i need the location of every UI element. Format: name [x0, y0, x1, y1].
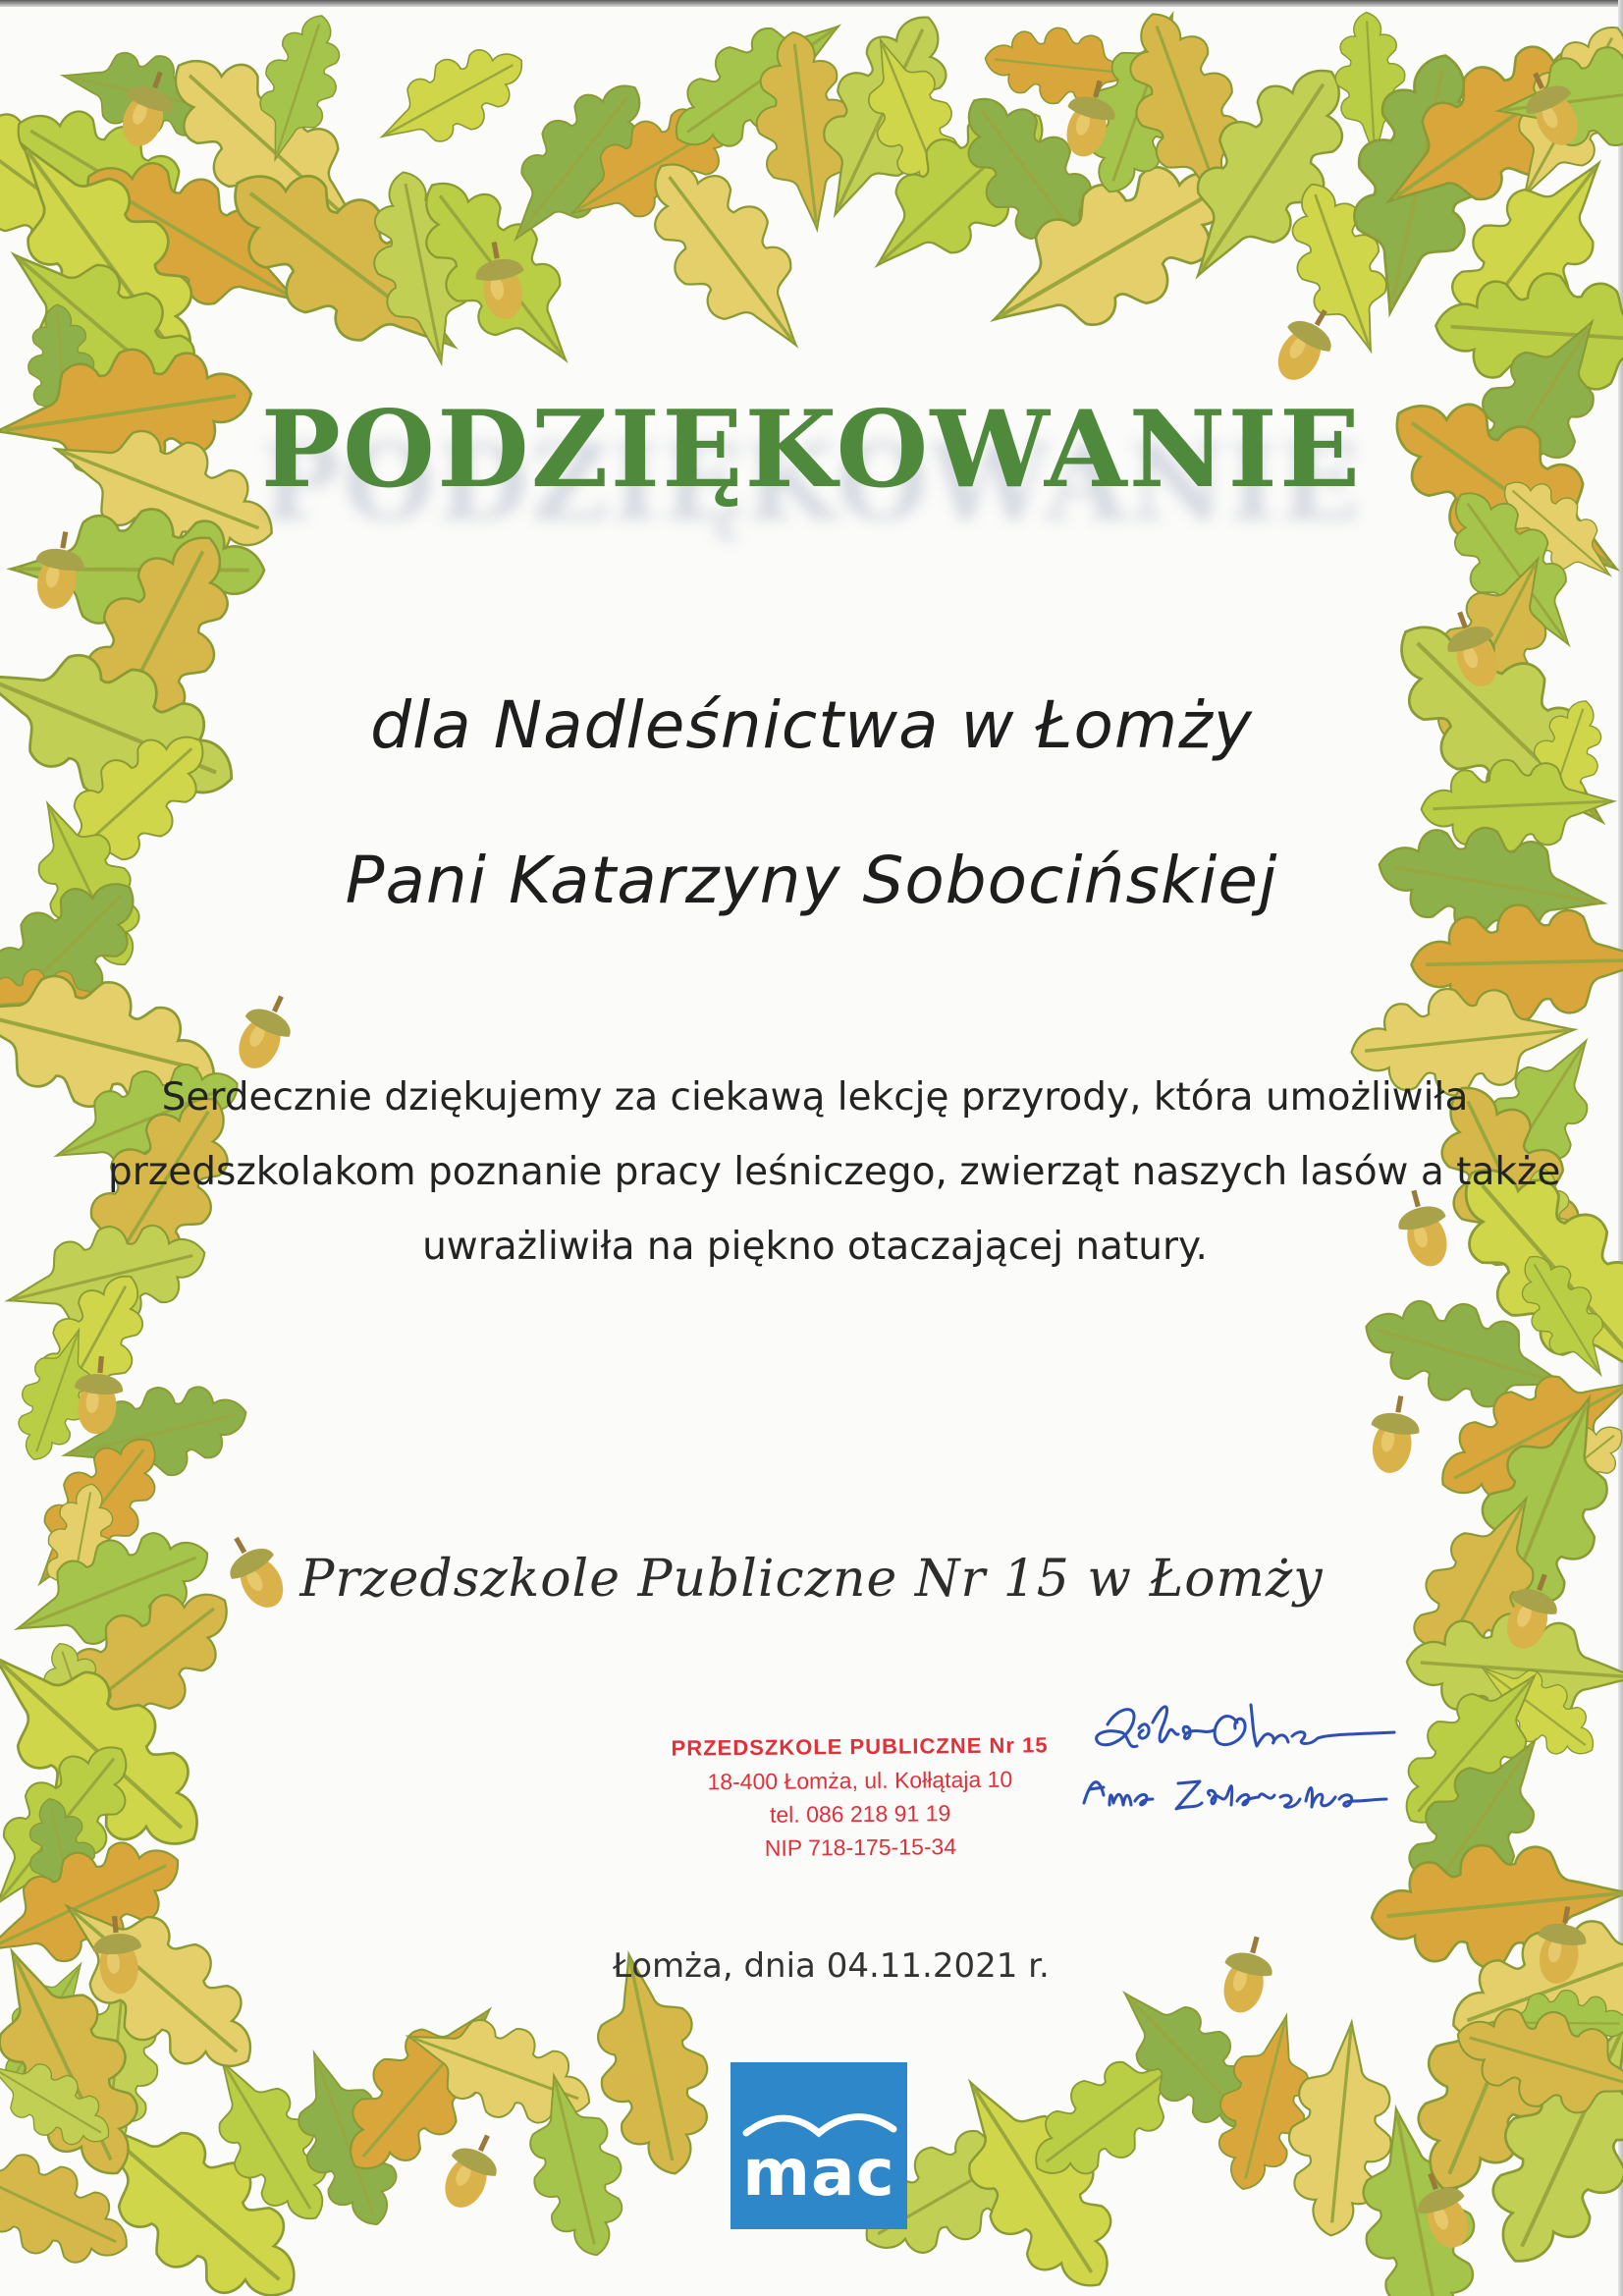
mac-logo: [730, 2062, 907, 2229]
school-name: Przedszkole Publiczne Nr 15 w Łomży: [299, 1550, 1324, 1609]
stamp-line: tel. 086 218 91 19: [769, 1800, 951, 1828]
handwritten-signatures: [1070, 1689, 1404, 1827]
stamp-line: NIP 718-175-15-34: [764, 1833, 957, 1861]
stamp-line: 18-400 Łomża, ul. Kołłątaja 10: [707, 1766, 1013, 1795]
date-line: Łomża, dnia 04.11.2021 r.: [613, 1946, 1050, 1986]
recipient-person: Pani Katarzyny Sobocińskiej: [345, 843, 1278, 918]
recipient-institution: dla Nadleśnictwa w Łomży: [370, 687, 1253, 763]
message-line: Serdecznie dziękujemy za ciekawą lekcję przyrody, która umożliwiła: [161, 1075, 1469, 1120]
page-title: PODZIĘKOWANIE: [260, 388, 1363, 512]
message-line: przedszkolakom poznanie pracy leśniczego, zwierząt naszych lasów a także: [108, 1150, 1561, 1194]
logo-text: mac: [742, 2135, 895, 2211]
school-stamp: [663, 1728, 1056, 1865]
message-line: uwrażliwiła na piękno otaczającej natury.: [422, 1225, 1208, 1269]
stamp-line: PRZEDSZKOLE PUBLICZNE Nr 15: [671, 1732, 1049, 1761]
thank-you-message: [108, 1061, 1561, 1285]
